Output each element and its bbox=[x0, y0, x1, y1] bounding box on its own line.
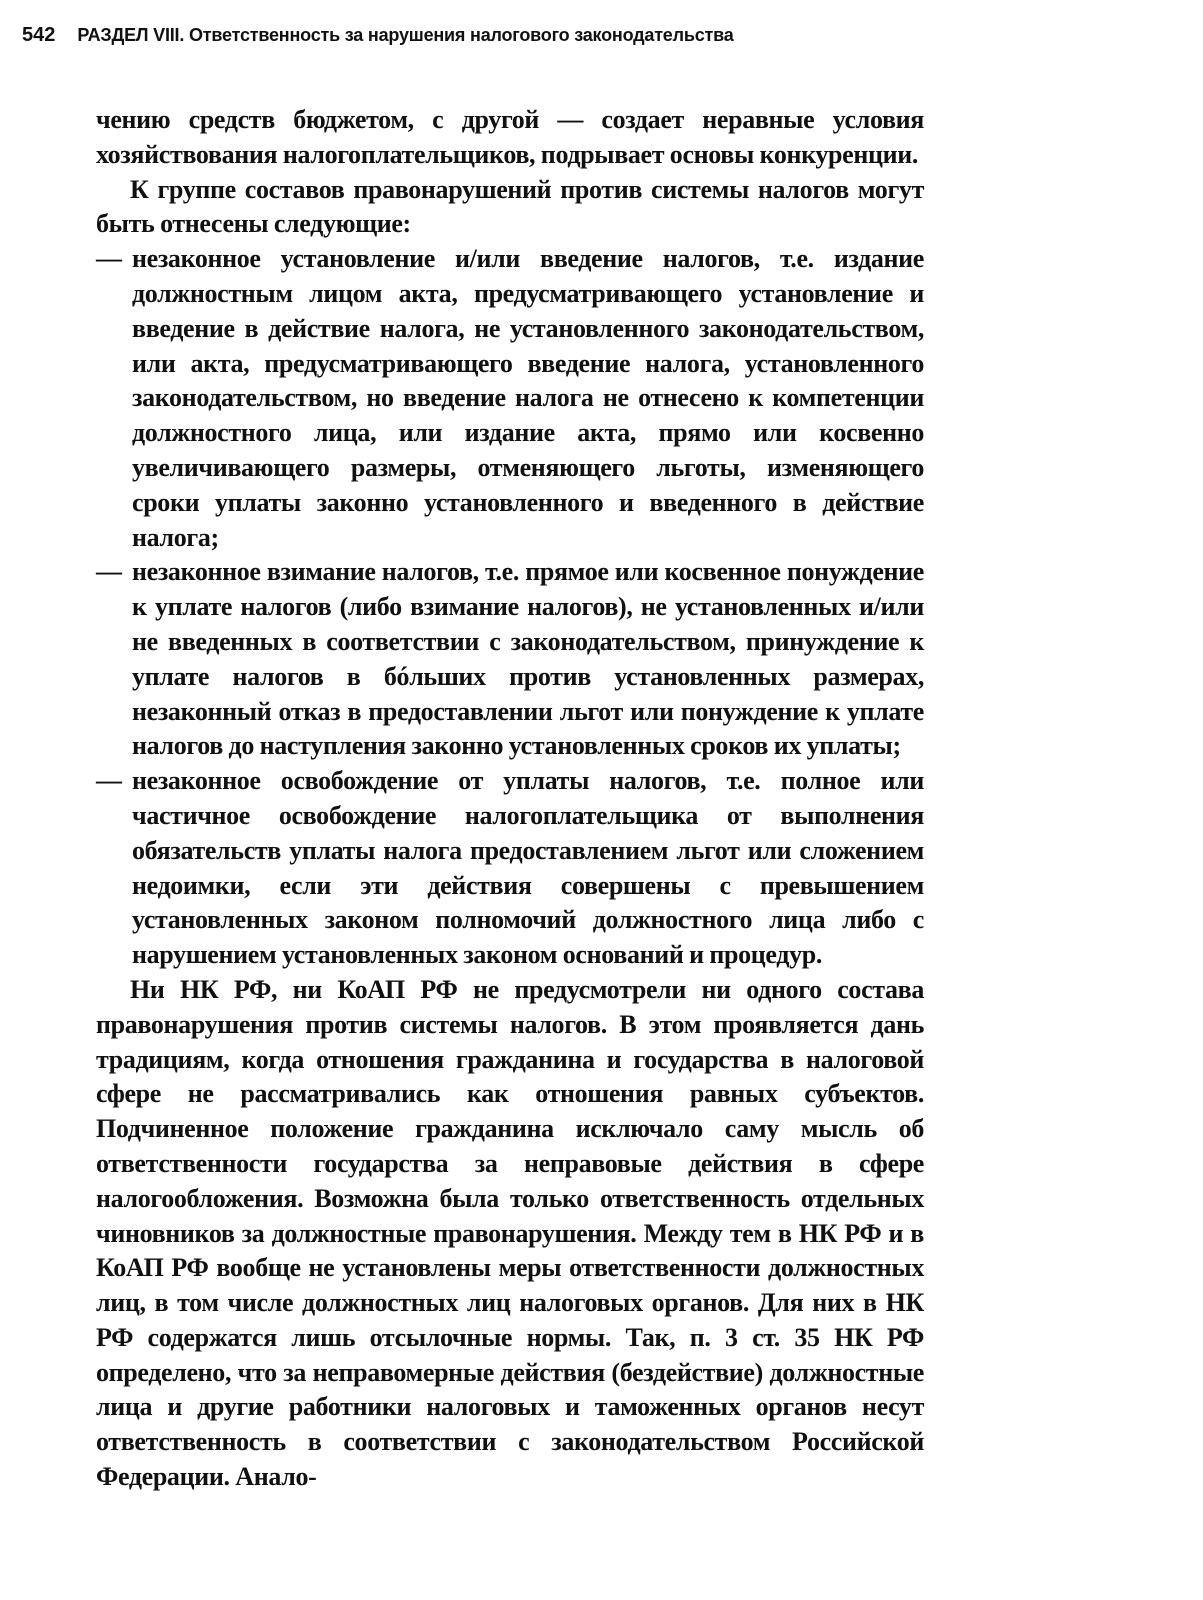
paragraph-intro: К группе составов правонарушений против системы налогов могут быть отнесены следующие: bbox=[96, 174, 924, 239]
list-item-text: незаконное освобождение от уплаты налогов, т.е. полное или частичное освобождение налогоплательщика от выполнения обязательств уплаты налога предоставлением льгот или сложением недоимки, если эти действия совершены с превышением установленных законом полномочий должностного лица либо с нарушением установленных законом оснований и процедур. bbox=[132, 766, 924, 970]
page-header bbox=[22, 18, 1172, 52]
dash-marker: — bbox=[96, 766, 122, 796]
list-item-text: незаконное установление и/или введение налогов, т.е. издание должностным лицом акта, предусматривающего установление и введение в действие налога, не установленного законодательством, или акта, предусматривающего введение налога, установленного законодательством, но введение налога не отнесено к компетенции должностного лица, или издание акта, прямо или косвенно увеличивающего размеры, отменяющего льготы, изменяющего сроки уплаты законно установленного и введенного в действие налога; bbox=[132, 244, 924, 552]
paragraph-continuation: чению средств бюджетом, с другой — создает неравные условия хозяйствования налогоплательщиков, подрывает основы конкуренции. bbox=[96, 105, 924, 169]
dash-marker: — bbox=[96, 557, 122, 587]
dash-marker: — bbox=[96, 244, 122, 274]
body-text bbox=[96, 103, 924, 1495]
paragraph-closing: Ни НК РФ, ни КоАП РФ не предусмотрели ни одного состава правонарушения против системы налогов. В этом проявляется дань традициям, когда отношения гражданина и государства в налоговой сфере не рассматривались как отношения равных субъектов. Подчиненное положение гражданина исключало саму мысль об ответственности государства за неправовые действия в сфере налогообложения. Возможна была только ответственность отдельных чиновников за должностные правонарушения. Между тем в НК РФ и в КоАП РФ вообще не установлены меры ответственности должностных лиц, в том числе должностных лиц налоговых органов. Для них в НК РФ содержатся лишь отсылочные нормы. Так, п. 3 ст. 35 НК РФ определено, что за неправомерные действия (бездействие) должностные лица и другие работники налоговых и таможенных органов несут ответственность в соответствии с законодательством Российской Федерации. Анало- bbox=[96, 974, 924, 1492]
list-item bbox=[96, 555, 924, 764]
list-item bbox=[96, 764, 924, 973]
list-item-text: незаконное взимание налогов, т.е. прямое или косвенное понуждение к уплате налогов (либо взимание налогов), не установленных и/или не введенных в соответствии с законодательством, принуждение к уплате налогов в бóльших против установленных размерах, незаконный отказ в предоставлении льгот или понуждение к уплате налогов до наступления законно установленных сроков их уплаты; bbox=[132, 557, 924, 761]
page-number: 542 bbox=[22, 24, 56, 46]
running-head: РАЗДЕЛ VIII. Ответственность за нарушения налогового законодательства bbox=[77, 25, 734, 45]
list-item bbox=[96, 242, 924, 555]
